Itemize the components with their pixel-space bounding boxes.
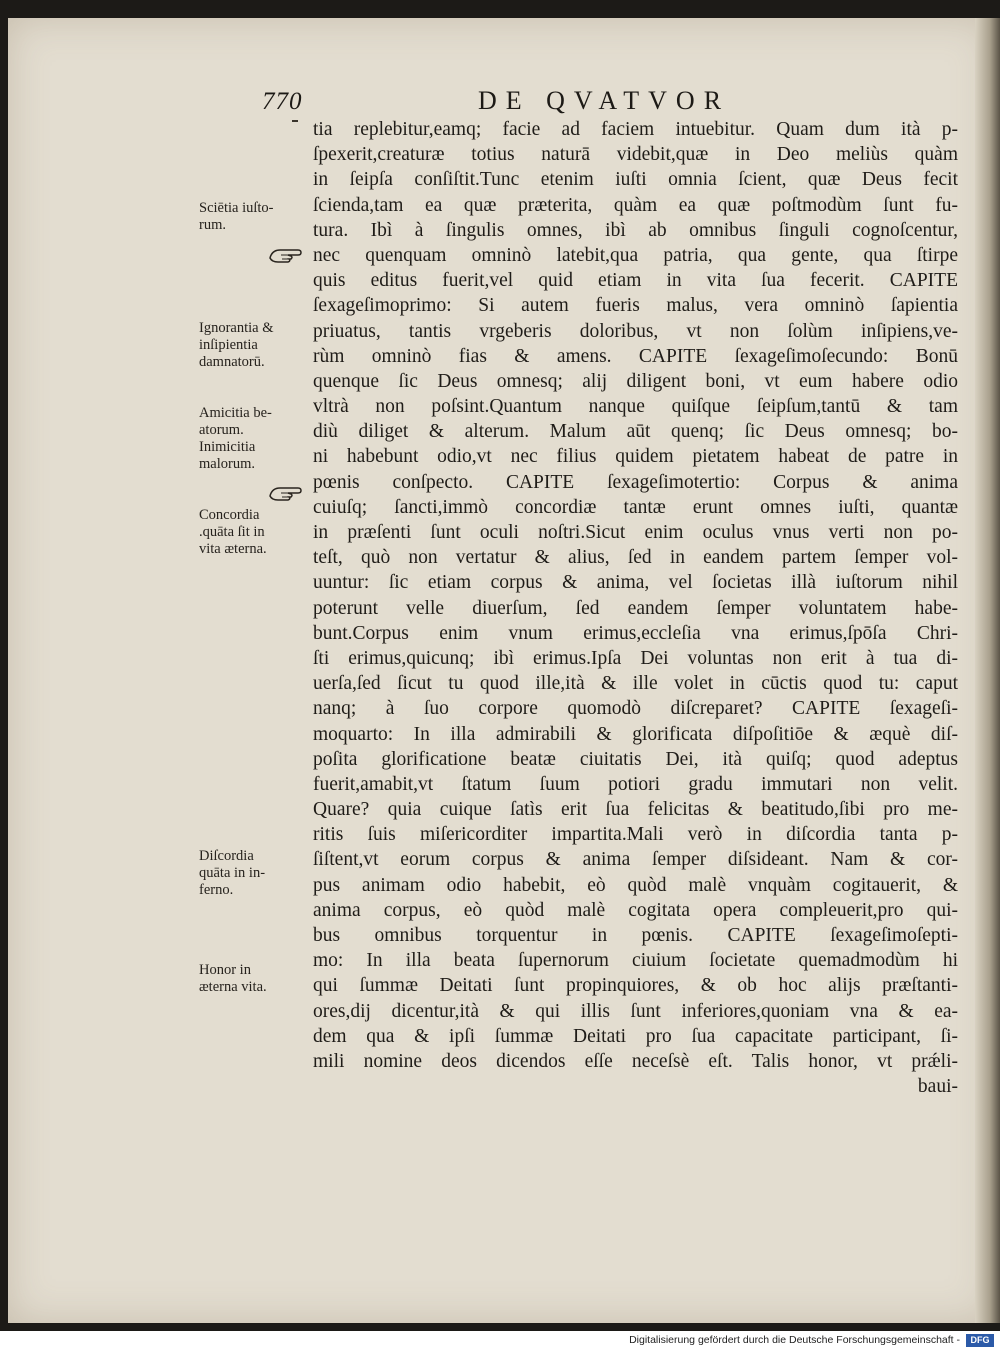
note-line: Inimicitia xyxy=(199,439,256,455)
text-line: priuatus, tantis vrgeberis doloribus, vt non ſolùm inſipiens,ve- xyxy=(313,320,958,342)
text-line: ores,dij dicentur,ità & qui illis ſunt inferiores,quoniam vna & ea- xyxy=(313,1000,958,1022)
text-line: tura. Ibì à ſingulis omnes, ibì ab omnibus ſinguli cognoſcentur, xyxy=(313,219,958,241)
text-line: poterunt velle diuerſum, ſed eandem ſemper voluntatem habe- xyxy=(313,597,958,619)
text-line: teſt, quò non vertatur & alius, ſed in eandem partem ſemper vol- xyxy=(313,547,958,569)
body-text xyxy=(313,117,958,1099)
marginal-note-honor xyxy=(199,962,309,996)
marginal-note-scientia xyxy=(199,200,309,234)
text-line: bunt.Corpus enim vnum erimus,eccleſia vna erimus,ſpōſa Chri- xyxy=(313,622,958,644)
note-line: atorum. xyxy=(199,422,244,438)
marginal-note-discordia xyxy=(199,848,309,899)
text-line: ſiſtent,vt eorum corpus & anima ſemper diſsideant. Nam & cor- xyxy=(313,849,958,871)
text-line: fuerit,amabit,vt ſtatum ſuum potiori gradu immutari non velit. xyxy=(313,773,958,795)
text-line: qui ſummæ Deitati ſunt propinquiores, & ob hoc alijs præſtanti- xyxy=(313,975,958,997)
text-line: Quare? quia cuique ſatìs erit ſua felicitas & beatitudo,ſibi pro me- xyxy=(313,799,958,821)
text-line: ſti erimus,quicunq; ibì erimus.Ipſa Dei voluntas non erit à tua di- xyxy=(313,647,958,669)
text-line: nanq; à ſuo corpore quomodò diſcreparet? CAPITE ſexageſi- xyxy=(313,698,958,720)
pointing-hand-icon xyxy=(268,482,304,504)
footer-credit: Digitalisierung gefördert durch die Deutsche Forschungsgemeinschaft - xyxy=(629,1334,960,1346)
note-line: Diſcordia xyxy=(199,848,254,864)
text-line: mo: In illa beata ſupernorum ciuium ſocietate quemadmodùm hi xyxy=(313,950,958,972)
text-line: tia replebitur,eamq; facie ad faciem intuebitur. Quam dum ità p- xyxy=(313,119,958,140)
text-line: uuntur: ſic etiam corpus & anima, vel ſocietas illà iuſtorum nihil xyxy=(313,572,958,594)
page-number: 770 xyxy=(262,88,303,115)
text-line: bus omnibus torquentur in pœnis. CAPITE ſexageſimoſepti- xyxy=(313,925,958,946)
note-line: vita æterna. xyxy=(199,541,267,557)
text-line: rùm omninò fias & amens. CAPITE ſexageſimoſecundo: Bonū xyxy=(313,345,958,367)
text-line: mili nomine deos dicendos eſſe neceſsè eſt. Talis honor, vt prǽli- xyxy=(313,1050,958,1072)
text-line: in præſenti ſunt oculi noſtri.Sicut enim oculus vnus verti non po- xyxy=(313,522,958,543)
note-line: ferno. xyxy=(199,882,234,898)
note-line: .quāta ſit in xyxy=(199,524,265,540)
note-line: inſipientia xyxy=(199,337,258,353)
text-line: ſcienda,tam ea quæ præterita, quàm ea quæ poſtmodùm ſunt fu- xyxy=(313,194,958,216)
text-line: uerſa,ſed ſicut tu quod ille,ità & ille volet in cūctis quod tu: caput xyxy=(313,673,958,695)
note-line: Amicitia be- xyxy=(199,405,272,421)
note-line: damnatorū. xyxy=(199,354,265,370)
marginal-dash xyxy=(292,120,298,122)
marginal-note-ignorantia xyxy=(199,320,309,371)
text-line: ſexageſimoprimo: Si autem fueris malus, vera omninò ſapientia xyxy=(313,295,958,317)
text-line: in ſeipſa conſiſtit.Tunc etenim iuſti omnia ſcient, quæ Deus fecit xyxy=(313,169,958,191)
text-line: dem qua & ipſi ſummæ Deitati pro ſua capacitate participant, ſi- xyxy=(313,1025,958,1047)
note-line: æterna vita. xyxy=(199,979,267,995)
text-line: nec quenquam omninò latebit,qua patria, qua gente, qua ſtirpe xyxy=(313,244,958,266)
text-line: baui- xyxy=(917,1076,958,1098)
text-line: ni habebunt odio,vt nec filius quidem pietatem habeat de patre in xyxy=(313,446,958,468)
text-line: pœnis conſpecto. CAPITE ſexageſimotertio: Corpus & anima xyxy=(313,471,958,493)
note-line: Sciētia iuſto- xyxy=(199,200,274,216)
note-line: Honor in xyxy=(199,962,251,978)
text-line: moquarto: In illa admirabili & glorificata diſpoſitiōe & æquè diſ- xyxy=(313,723,958,745)
note-line: Ignorantia & xyxy=(199,320,274,336)
text-line: quenque ſic Deus omnesq; alij diligent boni, vt eum habere odio xyxy=(313,370,958,392)
marginal-note-amicitia xyxy=(199,405,309,473)
text-line: vltrà non poſsint.Quantum nanque quiſque ſeipſum,tantū & tam xyxy=(313,396,958,418)
running-head: DE QVATVOR xyxy=(478,86,731,115)
dfg-logo: DFG xyxy=(966,1334,994,1347)
note-line: rum. xyxy=(199,217,226,233)
text-line: diù diliget & alterum. Malum aūt quenq; ſic Deus omnesq; bo- xyxy=(313,421,958,443)
text-line: cuiuſq; ſancti,immò concordiæ tantæ erunt omnes iuſti, quantæ xyxy=(313,496,958,518)
text-line: pus animam odio habebit, eò quòd malè vnquàm cogitauerit, & xyxy=(313,874,958,896)
text-line: quis editus fuerit,vel quid etiam in vita ſua fecerit. CAPITE xyxy=(313,270,958,292)
note-line: quāta in in- xyxy=(199,865,266,881)
note-line: malorum. xyxy=(199,456,255,472)
text-line: anima corpus, eò quòd malè cogitata opera compleuerit,pro qui- xyxy=(313,899,958,921)
pointing-hand-icon xyxy=(268,244,304,266)
note-line: Concordia xyxy=(199,507,260,523)
marginal-note-concordia xyxy=(199,507,309,558)
text-line: ſpexerit,creaturæ totius naturā videbit,quæ in Deo meliùs quàm xyxy=(313,144,958,166)
text-line: ritis ſuis miſericorditer impartita.Mali verò in diſcordia tanta p- xyxy=(313,824,958,846)
page-edge xyxy=(975,18,1000,1323)
text-line: poſita glorificatione beatæ ciuitatis Dei, ità quiſq; quod adeptus xyxy=(313,748,958,770)
